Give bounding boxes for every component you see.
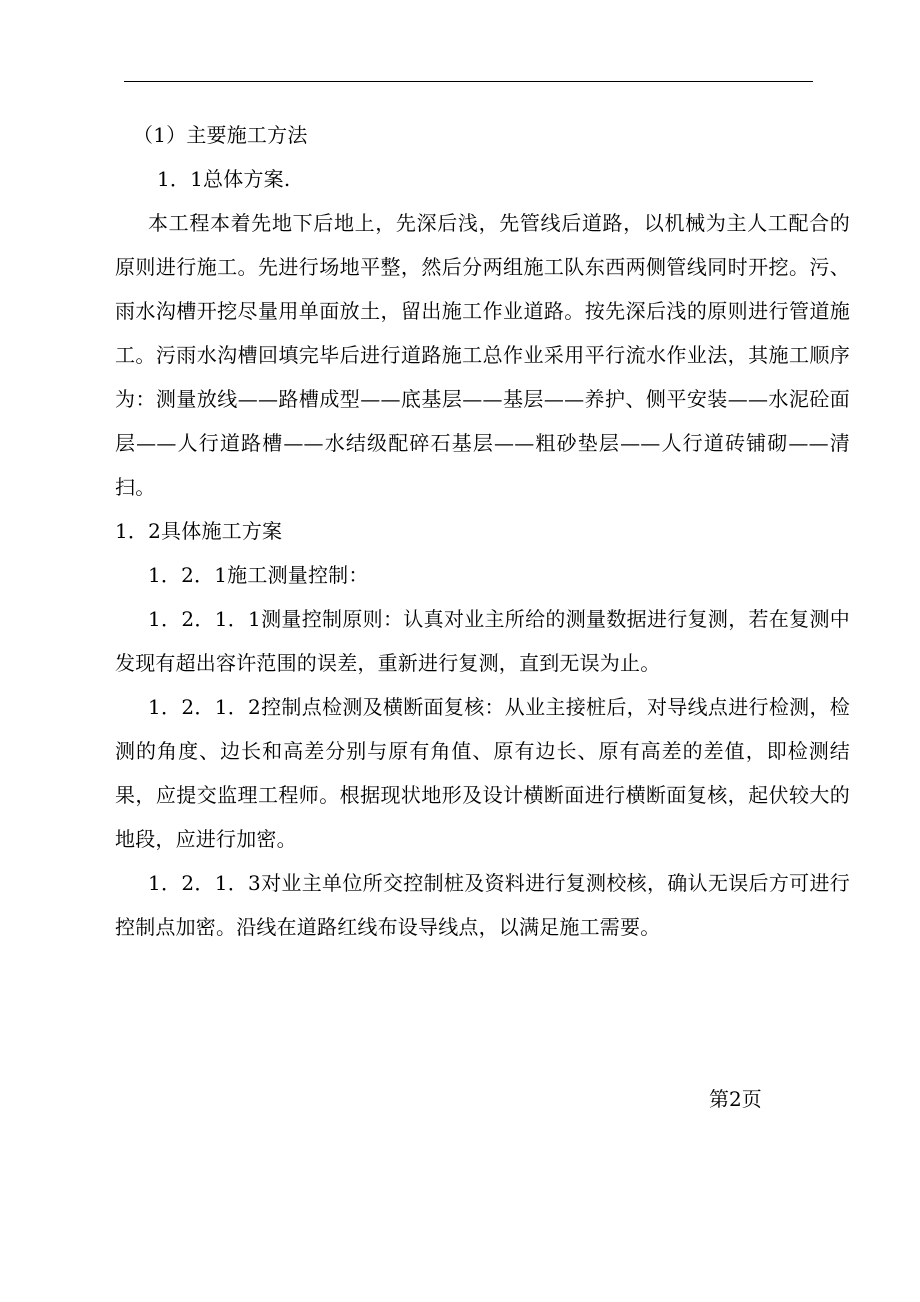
header-rule (124, 81, 813, 82)
heading-survey-control: 1．2．1施工测量控制： (148, 563, 369, 587)
section-heading-main: （1）主要施工方法 (133, 123, 308, 147)
paragraph-control-stake-review: 1．2．1．3对业主单位所交控制桩及资料进行复测校核，确认无误后方可进行控制点加密。沿线在道路红线布设导线点，以满足施工需要。 (115, 871, 850, 939)
paragraph-control-point-check: 1．2．1．2控制点检测及横断面复核：从业主接桩后，对导线点进行检测，检测的角度、边长和高差分别与原有角值、原有边长、原有高差的差值，即检测结果，应提交监理工程师。根据现状地形及设计横断面进行横断面复核，起伏较大的地段，应进行加密。 (115, 695, 850, 851)
page-number: 第2页 (709, 1087, 762, 1111)
heading-overall-plan: 1．1总体方案. (157, 167, 291, 191)
paragraph-survey-principle: 1．2．1．1测量控制原则：认真对业主所给的测量数据进行复测，若在复测中发现有超出容许范围的误差，重新进行复测，直到无误为止。 (115, 607, 850, 675)
paragraph-overall-plan: 本工程本着先地下后地上，先深后浅，先管线后道路，以机械为主人工配合的原则进行施工。先进行场地平整，然后分两组施工队东西两侧管线同时开挖。污、雨水沟槽开挖尽量用单面放土，留出施工作业道路。按先深后浅的原则进行管道施工。污雨水沟槽回填完毕后进行道路施工总作业采用平行流水作业法，其施工顺序为：测量放线——路槽成型——底基层——基层——养护、侧平安装——水泥砼面层——人行道路槽——水结级配碎石基层——粗砂垫层——人行道砖铺砌——清扫。 (115, 211, 850, 499)
heading-specific-plan: 1．2具体施工方案 (115, 519, 283, 543)
document-body (115, 113, 850, 949)
